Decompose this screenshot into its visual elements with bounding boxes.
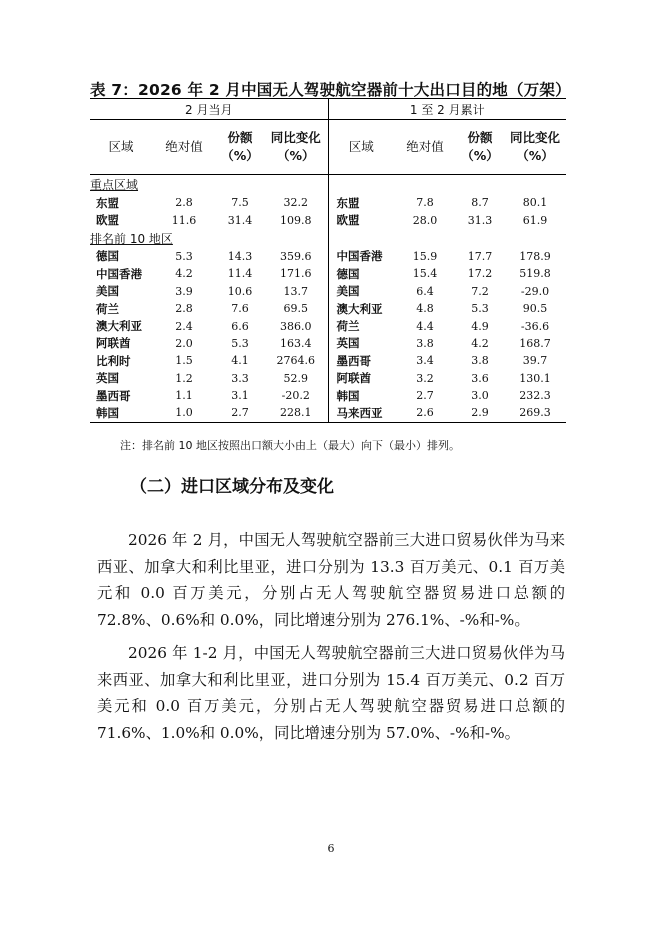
table-body <box>90 175 566 423</box>
table-note: 注：排名前 10 地区按照出口额大小由上（最大）向下（最小）排列。 <box>120 439 460 452</box>
table-row: 美国 3.9 10.6 13.7 美国 6.4 7.2 -29.0 <box>96 284 550 299</box>
section-heading: （二）进口区域分布及变化 <box>130 477 334 497</box>
group-header-current-month: 2 月当月 <box>90 99 328 120</box>
table-row: 德国 5.3 14.3 359.6 中国香港 15.9 17.7 178.9 <box>96 249 551 264</box>
col-header-region: 区域 <box>90 120 152 175</box>
table-row: 荷兰 2.8 7.6 69.5 澳大利亚 4.8 5.3 90.5 <box>96 301 548 316</box>
table-row: 澳大利亚 2.4 6.6 386.0 荷兰 4.4 4.9 -36.6 <box>96 319 550 334</box>
table-row: 墨西哥 1.1 3.1 -20.2 韩国 2.7 3.0 232.3 <box>96 388 551 403</box>
table-row: 阿联酋 2.0 5.3 163.4 英国 3.8 4.2 168.7 <box>96 336 551 351</box>
group-header-cumulative: 1 至 2 月累计 <box>328 99 566 120</box>
table-row: 东盟 2.8 7.5 32.2 东盟 7.8 8.7 80.1 <box>96 195 548 210</box>
paragraph-feb: 2026 年 2 月，中国无人驾驶航空器前三大进口贸易伙伴为马来西亚、加拿大和利比里亚，进口分别为 13.3 百万美元、0.1 百万美元和 0.0 百万美元，分别占无人驾驶航空器贸易进口总额的 72.8%、0.6%和 0.0%，同比增速分别为 276.1%、-%和-%。 <box>97 531 565 629</box>
col-header-absolute: 绝对值 <box>152 120 216 175</box>
paragraph-jan-feb: 2026 年 1-2 月，中国无人驾驶航空器前三大进口贸易伙伴为马来西亚、加拿大和利比里亚，进口分别为 15.4 百万美元、0.2 百万美元和 0.0 百万美元，分别占无人驾驶航空器贸易进口总额的 71.6%、1.0%和 0.0%，同比增速分别为 57.0%、-%和-%。 <box>97 644 565 742</box>
col-header-share: 份额 （%） <box>456 120 504 175</box>
table-row: 韩国 1.0 2.7 228.1 马来西亚 2.6 2.9 269.3 <box>90 404 566 422</box>
section-label-key-regions: 重点区域 <box>90 178 139 192</box>
page-number: 6 <box>327 842 335 855</box>
table-title: 表 7：2026 年 2 月中国无人驾驶航空器前十大出口目的地（万架） <box>90 81 571 99</box>
table-row: 英国 1.2 3.3 52.9 阿联酋 3.2 3.6 130.1 <box>96 371 551 386</box>
col-header-absolute: 绝对值 <box>394 120 456 175</box>
col-header-share: 份额 （%） <box>216 120 264 175</box>
export-destinations-table <box>90 98 566 423</box>
table-row: 中国香港 4.2 11.4 171.6 德国 15.4 17.2 519.8 <box>96 266 551 281</box>
data-table <box>90 98 566 423</box>
col-header-yoy: 同比变化 （%） <box>504 120 566 175</box>
table-row: 比利时 1.5 4.1 2764.6 墨西哥 3.4 3.8 39.7 <box>96 353 548 368</box>
table-row: 欧盟 11.6 31.4 109.8 欧盟 28.0 31.3 61.9 <box>96 213 548 228</box>
col-header-yoy: 同比变化 （%） <box>264 120 328 175</box>
col-header-region: 区域 <box>328 120 394 175</box>
section-label-top10: 排名前 10 地区 <box>90 231 173 246</box>
